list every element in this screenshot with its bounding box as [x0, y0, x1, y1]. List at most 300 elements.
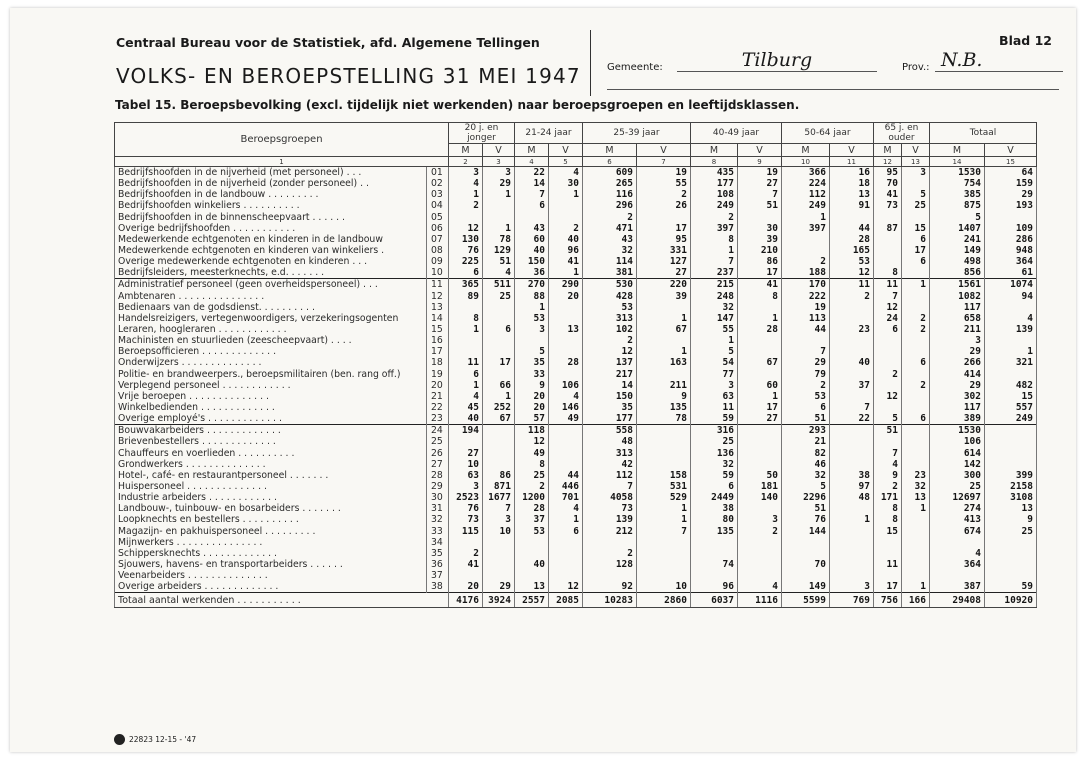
value-cell — [483, 459, 515, 470]
value-cell: 113 — [782, 313, 830, 324]
header-divider — [590, 30, 591, 96]
value-cell: 170 — [782, 279, 830, 291]
value-cell — [874, 537, 902, 548]
table-row — [115, 267, 1037, 279]
table-row — [115, 526, 1037, 537]
value-cell — [985, 302, 1037, 313]
value-cell — [830, 526, 874, 537]
value-cell: 27 — [738, 178, 782, 189]
table-title: Tabel 15. Beroepsbevolking (excl. tijdelijk niet werkenden) naar beroepsgroepen en leeftijdsklassen. — [115, 98, 800, 112]
value-cell — [782, 234, 830, 245]
value-cell: 274 — [930, 503, 985, 514]
value-cell: 8 — [691, 234, 738, 245]
value-cell: 53 — [515, 313, 549, 324]
value-cell: 136 — [691, 448, 738, 459]
value-cell: 11 — [449, 357, 483, 368]
table-row — [115, 313, 1037, 324]
value-cell: 53 — [583, 302, 637, 313]
value-cell: 316 — [691, 425, 738, 437]
header-rule — [607, 89, 1059, 90]
value-cell: 57 — [515, 413, 549, 425]
value-cell: 30 — [738, 223, 782, 234]
value-cell: 12 — [549, 581, 583, 593]
occupation-code: 33 — [427, 526, 449, 537]
value-cell — [637, 459, 691, 470]
value-cell: 32 — [691, 459, 738, 470]
value-cell: 6 — [449, 267, 483, 279]
value-cell — [874, 436, 902, 447]
value-cell: 366 — [782, 167, 830, 179]
value-cell: 9 — [985, 514, 1037, 525]
value-cell: 4058 — [583, 492, 637, 503]
total-value-cell: 10920 — [985, 593, 1037, 608]
value-cell: 40 — [830, 357, 874, 368]
value-cell — [549, 302, 583, 313]
value-cell: 1 — [637, 514, 691, 525]
value-cell: 6 — [902, 256, 930, 267]
value-cell: 59 — [691, 470, 738, 481]
age-class-header: 20 j. en jonger — [449, 123, 515, 144]
value-cell: 300 — [930, 470, 985, 481]
print-code: 22823 12-15 - '47 — [129, 735, 197, 744]
value-cell: 25 — [985, 526, 1037, 537]
value-cell: 10 — [483, 526, 515, 537]
value-cell — [483, 548, 515, 559]
value-cell: 6 — [902, 234, 930, 245]
occupation-code: 10 — [427, 267, 449, 279]
value-cell — [549, 436, 583, 447]
occupation-code: 16 — [427, 335, 449, 346]
value-cell: 43 — [583, 234, 637, 245]
value-cell: 89 — [449, 291, 483, 302]
value-cell: 14 — [583, 380, 637, 391]
value-cell: 35 — [583, 402, 637, 413]
value-cell — [549, 313, 583, 324]
value-cell: 25 — [515, 470, 549, 481]
value-cell: 2 — [549, 223, 583, 234]
value-cell: 2 — [830, 291, 874, 302]
value-cell: 313 — [583, 313, 637, 324]
value-cell — [985, 570, 1037, 581]
total-value-cell: 6037 — [691, 593, 738, 608]
value-cell: 1 — [637, 313, 691, 324]
occupation-label: Grondwerkers . . . . . . . . . . . . . . — [115, 459, 427, 470]
table-row — [115, 570, 1037, 581]
value-cell — [515, 570, 549, 581]
value-cell: 14 — [515, 178, 549, 189]
value-cell: 106 — [930, 436, 985, 447]
occupation-label: Bedrijfsleiders, meesterknechts, e.d. . . . . . . — [115, 267, 427, 279]
value-cell: 428 — [583, 291, 637, 302]
value-cell: 51 — [483, 256, 515, 267]
occupation-label: Bedrijfshoofden in de nijverheid (met personeel) . . . — [115, 167, 427, 179]
value-cell — [483, 448, 515, 459]
value-cell: 10 — [449, 459, 483, 470]
table-row — [115, 291, 1037, 302]
value-cell: 177 — [691, 178, 738, 189]
value-cell — [830, 448, 874, 459]
value-cell: 96 — [691, 581, 738, 593]
value-cell: 3 — [483, 514, 515, 525]
value-cell — [874, 212, 902, 223]
value-cell — [902, 402, 930, 413]
value-cell — [830, 346, 874, 357]
table-row — [115, 178, 1037, 189]
value-cell: 51 — [782, 503, 830, 514]
value-cell — [874, 380, 902, 391]
value-cell — [483, 335, 515, 346]
occupation-label: Chauffeurs en voerlieden . . . . . . . . . . — [115, 448, 427, 459]
value-cell — [874, 346, 902, 357]
value-cell: 1 — [902, 279, 930, 291]
value-cell: 389 — [930, 413, 985, 425]
value-cell: 211 — [637, 380, 691, 391]
value-cell: 397 — [691, 223, 738, 234]
value-cell — [985, 335, 1037, 346]
value-cell — [902, 537, 930, 548]
value-cell: 140 — [738, 492, 782, 503]
value-cell: 4 — [483, 267, 515, 279]
total-value-cell: 2860 — [637, 593, 691, 608]
occupation-code: 24 — [427, 425, 449, 437]
value-cell — [549, 425, 583, 437]
value-cell: 658 — [930, 313, 985, 324]
value-cell — [483, 369, 515, 380]
value-cell — [985, 436, 1037, 447]
value-cell: 102 — [583, 324, 637, 335]
table-row — [115, 459, 1037, 470]
value-cell: 26 — [637, 200, 691, 211]
value-cell — [483, 436, 515, 447]
value-cell — [930, 537, 985, 548]
value-cell — [902, 391, 930, 402]
value-cell — [874, 335, 902, 346]
value-cell: 86 — [483, 470, 515, 481]
value-cell: 3 — [691, 380, 738, 391]
value-cell: 12 — [583, 346, 637, 357]
value-cell: 2 — [515, 481, 549, 492]
table-row — [115, 391, 1037, 402]
value-cell — [637, 335, 691, 346]
bureau-name: Centraal Bureau voor de Statistiek, afd. Algemene Tellingen — [116, 35, 540, 50]
value-cell: 73 — [583, 503, 637, 514]
value-cell: 41 — [549, 256, 583, 267]
value-cell: 3 — [902, 167, 930, 179]
value-cell — [637, 570, 691, 581]
age-class-header: 40-49 jaar — [691, 123, 782, 144]
table-row — [115, 470, 1037, 481]
value-cell — [483, 313, 515, 324]
value-cell — [515, 537, 549, 548]
value-cell: 129 — [483, 245, 515, 256]
value-cell — [738, 503, 782, 514]
value-cell — [985, 548, 1037, 559]
value-cell: 33 — [515, 369, 549, 380]
value-cell: 1 — [515, 302, 549, 313]
occupation-code: 03 — [427, 189, 449, 200]
value-cell — [782, 570, 830, 581]
value-cell — [874, 234, 902, 245]
value-cell — [691, 548, 738, 559]
occupation-label: Winkelbedienden . . . . . . . . . . . . . — [115, 402, 427, 413]
value-cell — [782, 548, 830, 559]
value-cell: 212 — [583, 526, 637, 537]
value-cell: 674 — [930, 526, 985, 537]
column-number-cell: 6 — [583, 157, 637, 167]
value-cell: 17 — [637, 223, 691, 234]
value-cell — [830, 335, 874, 346]
value-cell — [483, 200, 515, 211]
occupation-code: 12 — [427, 291, 449, 302]
value-cell — [549, 559, 583, 570]
value-cell: 1 — [738, 313, 782, 324]
table-row — [115, 279, 1037, 291]
value-cell: 1 — [449, 324, 483, 335]
value-cell: 6 — [782, 402, 830, 413]
value-cell: 27 — [637, 267, 691, 279]
value-cell: 558 — [583, 425, 637, 437]
value-cell: 4 — [549, 167, 583, 179]
value-cell — [830, 369, 874, 380]
value-cell: 6 — [902, 413, 930, 425]
occupation-label: Machinisten en stuurlieden (zeescheepvaart) . . . . — [115, 335, 427, 346]
total-value-cell: 769 — [830, 593, 874, 608]
value-cell: 1 — [637, 503, 691, 514]
value-cell: 149 — [782, 581, 830, 593]
value-cell: 70 — [874, 178, 902, 189]
value-cell — [830, 559, 874, 570]
value-cell: 7 — [583, 481, 637, 492]
value-cell: 7 — [691, 256, 738, 267]
value-cell: 948 — [985, 245, 1037, 256]
value-cell: 22 — [515, 167, 549, 179]
value-cell: 117 — [930, 302, 985, 313]
value-cell: 59 — [691, 413, 738, 425]
value-cell: 127 — [637, 256, 691, 267]
value-cell: 7 — [874, 291, 902, 302]
occupation-label: Politie- en brandweerpers., beroepsmilitairen (ben. rang off.) — [115, 369, 427, 380]
occupation-label: Overige employé's . . . . . . . . . . . . . — [115, 413, 427, 425]
value-cell: 181 — [738, 481, 782, 492]
value-cell — [930, 570, 985, 581]
occupation-age-table — [114, 122, 1037, 608]
value-cell — [830, 391, 874, 402]
occupation-label: Landbouw-, tuinbouw- en bosarbeiders . . . . . . . — [115, 503, 427, 514]
value-cell: 1 — [549, 514, 583, 525]
value-cell: 24 — [874, 313, 902, 324]
value-cell: 321 — [985, 357, 1037, 368]
occupation-label: Beroepsofficieren . . . . . . . . . . . . . — [115, 346, 427, 357]
value-cell: 37 — [830, 380, 874, 391]
table-row — [115, 357, 1037, 368]
value-cell: 17 — [738, 402, 782, 413]
occupation-label: Loopknechts en bestellers . . . . . . . . . . — [115, 514, 427, 525]
table-row — [115, 200, 1037, 211]
value-cell: 2 — [637, 189, 691, 200]
value-cell: 51 — [782, 413, 830, 425]
value-cell: 95 — [637, 234, 691, 245]
value-cell: 3 — [830, 581, 874, 593]
value-cell: 225 — [449, 256, 483, 267]
value-cell — [902, 459, 930, 470]
column-number-cell: 2 — [449, 157, 483, 167]
value-cell: 1 — [549, 267, 583, 279]
total-value-cell: 29408 — [930, 593, 985, 608]
value-cell — [738, 212, 782, 223]
value-cell: 1 — [691, 245, 738, 256]
value-cell: 15 — [902, 223, 930, 234]
value-cell — [738, 346, 782, 357]
value-cell: 13 — [515, 581, 549, 593]
value-cell: 8 — [874, 503, 902, 514]
occupation-code: 31 — [427, 503, 449, 514]
occupation-label: Mijnwerkers . . . . . . . . . . . . . . . — [115, 537, 427, 548]
value-cell: 74 — [691, 559, 738, 570]
value-cell — [637, 448, 691, 459]
value-cell — [985, 537, 1037, 548]
value-cell: 91 — [830, 200, 874, 211]
value-cell: 871 — [483, 481, 515, 492]
value-cell: 25 — [691, 436, 738, 447]
value-cell: 11 — [830, 279, 874, 291]
value-cell: 59 — [985, 581, 1037, 593]
column-number-cell: 9 — [738, 157, 782, 167]
value-cell: 144 — [782, 526, 830, 537]
value-cell — [902, 448, 930, 459]
value-cell: 293 — [782, 425, 830, 437]
value-cell: 67 — [738, 357, 782, 368]
value-cell: 296 — [583, 200, 637, 211]
value-cell: 108 — [691, 189, 738, 200]
sex-header-cell: M — [691, 144, 738, 157]
value-cell: 1 — [483, 189, 515, 200]
value-cell: 471 — [583, 223, 637, 234]
gemeente-value: Tilburg — [677, 49, 877, 72]
total-value-cell: 2085 — [549, 593, 583, 608]
value-cell — [738, 537, 782, 548]
occupation-label: Huispersoneel . . . . . . . . . . . . . . — [115, 481, 427, 492]
value-cell: 12697 — [930, 492, 985, 503]
value-cell: 30 — [549, 178, 583, 189]
value-cell: 29 — [930, 380, 985, 391]
occupation-code: 30 — [427, 492, 449, 503]
value-cell — [738, 436, 782, 447]
value-cell: 1530 — [930, 167, 985, 179]
value-cell: 249 — [691, 200, 738, 211]
value-cell — [637, 537, 691, 548]
value-cell: 529 — [637, 492, 691, 503]
value-cell: 53 — [782, 391, 830, 402]
table-row — [115, 548, 1037, 559]
value-cell: 4 — [874, 459, 902, 470]
value-cell — [549, 346, 583, 357]
table-row — [115, 448, 1037, 459]
value-cell: 4 — [549, 391, 583, 402]
value-cell: 116 — [583, 189, 637, 200]
value-cell: 2 — [449, 200, 483, 211]
value-cell — [902, 302, 930, 313]
value-cell — [449, 436, 483, 447]
value-cell: 1 — [830, 514, 874, 525]
value-cell: 2158 — [985, 481, 1037, 492]
value-cell: 35 — [515, 357, 549, 368]
table-row — [115, 167, 1037, 179]
occupation-code: 37 — [427, 570, 449, 581]
value-cell — [830, 570, 874, 581]
value-cell: 2 — [583, 548, 637, 559]
value-cell: 1 — [637, 346, 691, 357]
value-cell: 48 — [583, 436, 637, 447]
sex-header-cell: M — [930, 144, 985, 157]
value-cell: 4 — [549, 503, 583, 514]
value-cell — [483, 212, 515, 223]
value-cell: 7 — [874, 448, 902, 459]
sex-header-cell: M — [515, 144, 549, 157]
value-cell: 11 — [691, 402, 738, 413]
value-cell — [738, 559, 782, 570]
value-cell: 41 — [874, 189, 902, 200]
value-cell: 1530 — [930, 425, 985, 437]
occupation-label: Schippersknechts . . . . . . . . . . . . . — [115, 548, 427, 559]
table-row — [115, 537, 1037, 548]
occupation-label: Overige bedrijfshoofden . . . . . . . . . . . — [115, 223, 427, 234]
value-cell — [549, 369, 583, 380]
value-cell: 381 — [583, 267, 637, 279]
value-cell: 60 — [738, 380, 782, 391]
table-row — [115, 324, 1037, 335]
value-cell: 165 — [830, 245, 874, 256]
occupation-label: Leraren, hoogleraren . . . . . . . . . . . . — [115, 324, 427, 335]
column-number-cell: 3 — [483, 157, 515, 167]
value-cell: 86 — [738, 256, 782, 267]
value-cell: 2296 — [782, 492, 830, 503]
value-cell: 8 — [874, 267, 902, 279]
value-cell: 97 — [830, 481, 874, 492]
sex-header-cell: V — [637, 144, 691, 157]
value-cell: 1 — [902, 503, 930, 514]
value-cell: 12 — [515, 436, 549, 447]
value-cell: 29 — [985, 189, 1037, 200]
value-cell: 66 — [483, 380, 515, 391]
value-cell: 13 — [549, 324, 583, 335]
value-cell — [549, 570, 583, 581]
value-cell — [515, 548, 549, 559]
occupation-label: Sjouwers, havens- en transportarbeiders . . . . . . — [115, 559, 427, 570]
value-cell: 217 — [583, 369, 637, 380]
value-cell: 1 — [985, 346, 1037, 357]
value-cell: 171 — [874, 492, 902, 503]
table-row — [115, 402, 1037, 413]
value-cell — [782, 537, 830, 548]
value-cell: 60 — [515, 234, 549, 245]
column-number-cell: 1 — [115, 157, 449, 167]
value-cell: 147 — [691, 313, 738, 324]
sex-header-cell: V — [985, 144, 1037, 157]
value-cell: 4 — [985, 313, 1037, 324]
value-cell: 3 — [483, 167, 515, 179]
value-cell: 7 — [738, 189, 782, 200]
value-cell: 3 — [449, 167, 483, 179]
value-cell: 5 — [691, 346, 738, 357]
value-cell: 17 — [738, 267, 782, 279]
sex-header-cell: V — [830, 144, 874, 157]
value-cell: 211 — [930, 324, 985, 335]
value-cell: 51 — [874, 425, 902, 437]
occupation-group-header: Beroepsgroepen — [115, 123, 449, 157]
occupation-code: 32 — [427, 514, 449, 525]
value-cell: 6 — [515, 200, 549, 211]
value-cell: 40 — [449, 413, 483, 425]
